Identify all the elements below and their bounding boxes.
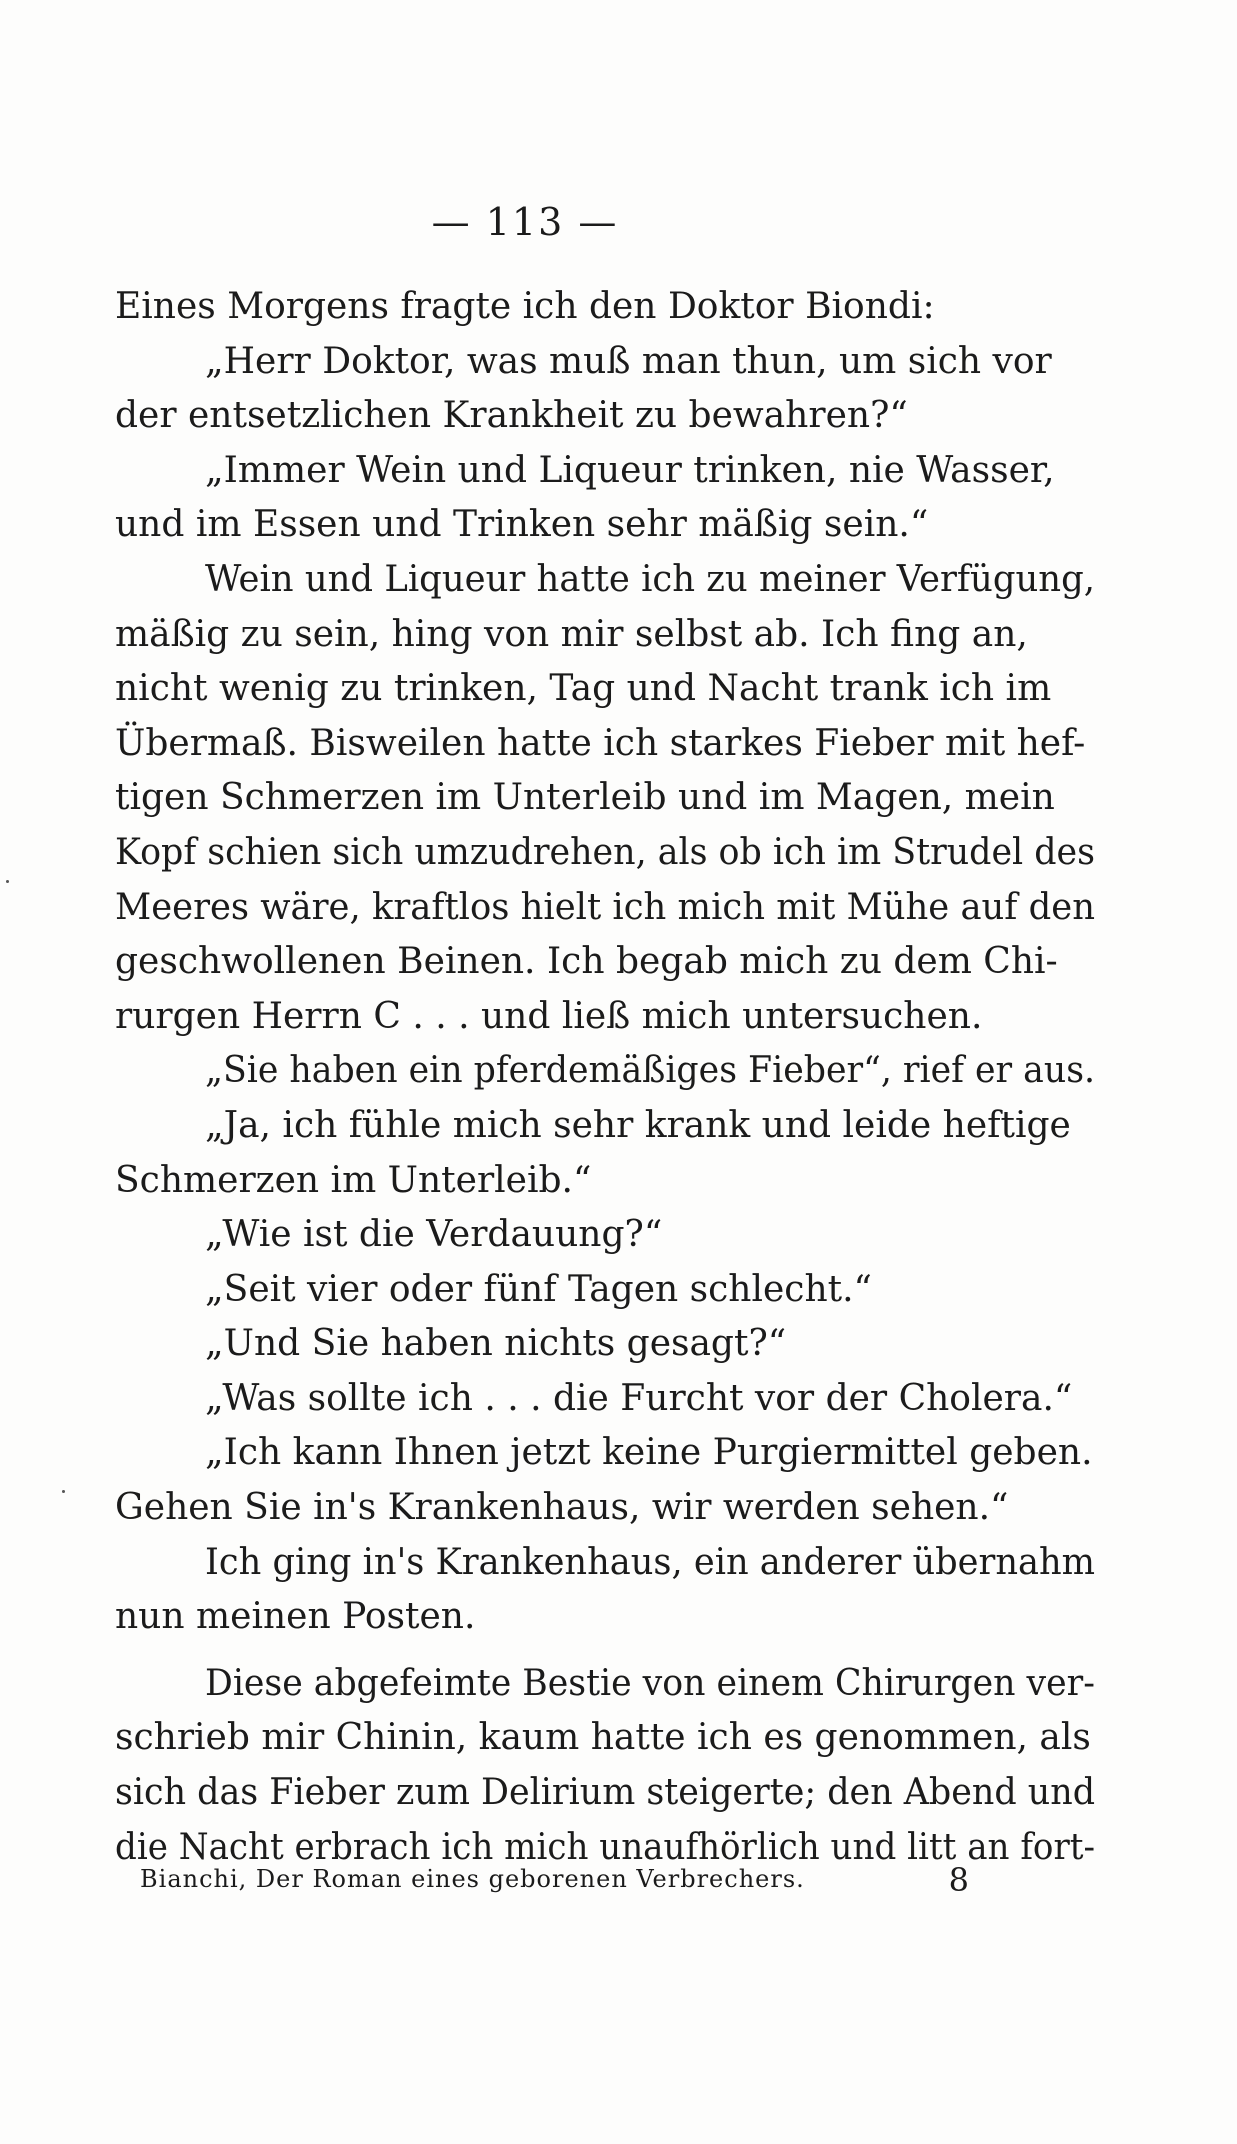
text-line: nun meinen Posten. [115,1596,476,1638]
text-line: Übermaß. Bisweilen hatte ich starkes Fieber mit hef- [115,722,1086,764]
text-line: Kopf schien sich umzudrehen, als ob ich im Strudel des [115,831,1096,873]
body-text [115,280,1095,1875]
text-line: schrieb mir Chinin, kaum hatte ich es genommen, als [115,1717,1091,1759]
scan-speck [62,1490,65,1493]
text-line: nicht wenig zu trinken, Tag und Nacht trank ich im [115,668,1052,710]
text-line: der entsetzlichen Krankheit zu bewahren?“ [115,395,908,437]
text-line: die Nacht erbrach ich mich unaufhörlich und litt an fort- [115,1826,1095,1868]
text-line: Gehen Sie in's Krankenhaus, wir werden sehen.“ [115,1487,1009,1529]
text-line: „Was sollte ich . . . die Furcht vor der Cholera.“ [205,1377,1073,1419]
text-line: „Ich kann Ihnen jetzt keine Purgiermittel geben. [205,1432,1093,1474]
paragraph-gap [115,1645,1095,1657]
text-line: Diese abgefeimte Bestie von einem Chirurgen ver- [205,1662,1095,1704]
text-line: und im Essen und Trinken sehr mäßig sein.“ [115,504,929,546]
text-line: mäßig zu sein, hing von mir selbst ab. Ich fing an, [115,613,1028,655]
text-line: Ich ging in's Krankenhaus, ein anderer übernahm [205,1541,1096,1583]
text-line: „Ja, ich fühle mich sehr krank und leide heftige [205,1104,1071,1146]
page-footer [140,1861,970,1899]
text-line: Eines Morgens fragte ich den Doktor Biondi: [115,286,935,327]
text-line: geschwollenen Beinen. Ich begab mich zu dem Chi- [115,941,1058,983]
footer-title: Bianchi, Der Roman eines geborenen Verbrechers. [140,1865,805,1893]
text-line: Wein und Liqueur hatte ich zu meiner Verfügung, [205,558,1096,600]
text-line: Schmerzen im Unterleib.“ [115,1159,592,1201]
text-line: „Sie haben ein pferdemäßiges Fieber“, rief er aus. [205,1050,1096,1092]
text-line: tigen Schmerzen im Unterleib und im Magen, mein [115,777,1055,819]
signature-mark: 8 [948,1861,970,1899]
text-line: Meeres wäre, kraftlos hielt ich mich mit Mühe auf den [115,886,1095,928]
text-line: „Wie ist die Verdauung?“ [205,1214,663,1256]
scan-speck [6,880,9,883]
text-line: „Und Sie haben nichts gesagt?“ [205,1323,787,1365]
text-line: „Immer Wein und Liqueur trinken, nie Wasser, [205,449,1055,491]
text-line: sich das Fieber zum Delirium steigerte; den Abend und [115,1772,1096,1814]
page-number-header: — 113 — [431,200,619,244]
text-line: „Herr Doktor, was muß man thun, um sich vor [205,340,1052,382]
text-line: rurgen Herrn C . . . und ließ mich untersuchen. [115,995,983,1037]
text-line: „Seit vier oder fünf Tagen schlecht.“ [205,1268,872,1310]
